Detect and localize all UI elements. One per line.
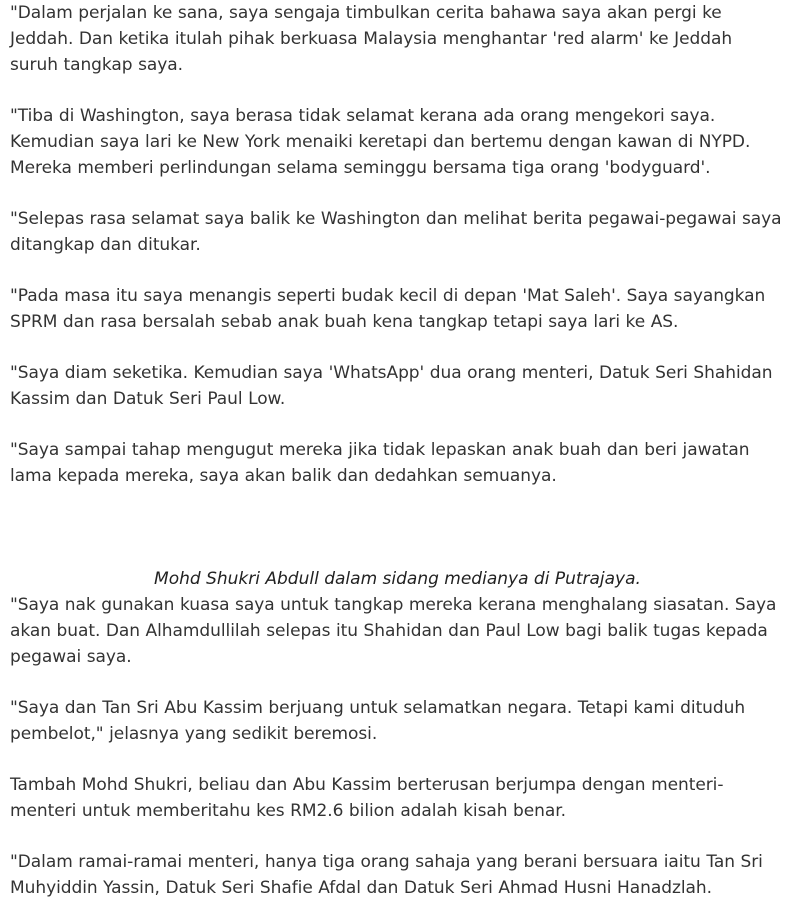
paragraph-spacer (10, 412, 785, 437)
paragraph-mat-saleh: "Pada masa itu saya menangis seperti budak kecil di depan 'Mat Saleh'. Saya sayangkan SPRM dan rasa bersalah sebab anak buah kena tangkap tetapi saya lari ke AS. (10, 286, 766, 332)
paragraph-ministers-meeting: Tambah Mohd Shukri, beliau dan Abu Kassim berterusan berjumpa dengan menteri-menteri untuk memberitahu kes RM2.6 bilion adalah kisah benar. (10, 775, 724, 821)
paragraph-spacer (10, 335, 785, 360)
article-body (10, 0, 785, 901)
paragraph-washington: "Tiba di Washington, saya berasa tidak selamat kerana ada orang mengekori saya. Kemudian saya lari ke New York menaiki keretapi dan bertemu dengan kawan di NYPD. Mereka memberi perlindungan selama seminggu bersama tiga orang 'bodyguard'. (10, 106, 751, 178)
paragraph-spacer (10, 181, 785, 206)
paragraph-power: "Saya nak gunakan kuasa saya untuk tangkap mereka kerana menghalang siasatan. Saya akan buat. Dan Alhamdullilah selepas itu Shahidan dan Paul Low bagi balik tugas kepada pegawai saya. (10, 595, 777, 667)
paragraph-threat: "Saya sampai tahap mengugut mereka jika tidak lepaskan anak buah dan beri jawatan lama kepada mereka, saya akan balik dan dedahkan semuanya. (10, 440, 750, 486)
paragraph-spacer (10, 78, 785, 103)
paragraph-spacer (10, 670, 785, 695)
paragraph-return-washington: "Selepas rasa selamat saya balik ke Washington dan melihat berita pegawai-pegawai saya ditangkap dan ditukar. (10, 209, 782, 255)
image-placeholder-space (10, 489, 785, 566)
paragraph-three-ministers: "Dalam ramai-ramai menteri, hanya tiga orang sahaja yang berani bersuara iaitu Tan Sri Muhyiddin Yassin, Datuk Seri Shafie Afdal dan Datuk Seri Ahmad Husni Hanadzlah. (10, 852, 763, 898)
paragraph-jeddah: "Dalam perjalan ke sana, saya sengaja timbulkan cerita bahawa saya akan pergi ke Jeddah. Dan ketika itulah pihak berkuasa Malaysia menghantar 'red alarm' ke Jeddah suruh tangkap saya. (10, 3, 733, 75)
paragraph-abu-kassim: "Saya dan Tan Sri Abu Kassim berjuang untuk selamatkan negara. Tetapi kami dituduh pembelot," jelasnya yang sedikit beremosi. (10, 698, 746, 744)
paragraph-spacer (10, 824, 785, 849)
paragraph-whatsapp: "Saya diam seketika. Kemudian saya 'WhatsApp' dua orang menteri, Datuk Seri Shahidan Kassim dan Datuk Seri Paul Low. (10, 363, 773, 409)
paragraph-spacer (10, 747, 785, 772)
paragraph-spacer (10, 258, 785, 283)
image-caption: Mohd Shukri Abdull dalam sidang medianya di Putrajaya. (154, 569, 641, 589)
